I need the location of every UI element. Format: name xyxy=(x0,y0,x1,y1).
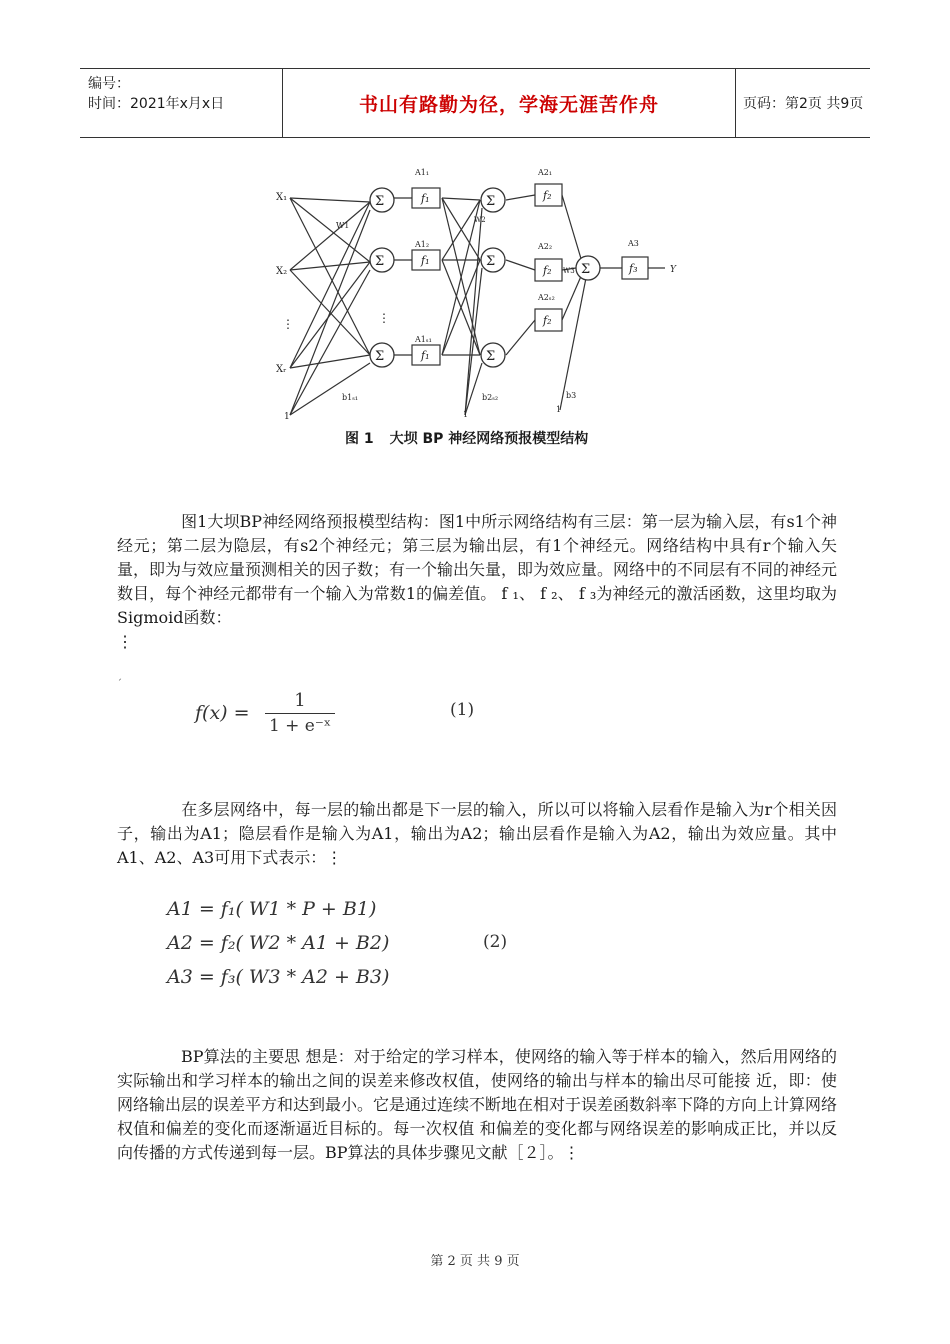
a2-2-label: A2₂ xyxy=(538,242,553,251)
paragraph-2 xyxy=(117,798,837,870)
a1-s1-label: A1ₛ₁ xyxy=(415,335,432,344)
formula-1-denominator: 1 + e⁻ˣ xyxy=(268,716,332,736)
sigma-symbol: Σ xyxy=(486,254,496,269)
a1-2-label: A1₂ xyxy=(415,240,430,249)
f2-label: f₂ xyxy=(543,264,552,277)
output-y-label: Y xyxy=(670,265,676,275)
b2-label: b2ₛ₂ xyxy=(482,393,499,402)
a2-s2-label: A2ₛ₂ xyxy=(538,293,555,302)
network-diagram xyxy=(270,150,690,450)
a3-label: A3 xyxy=(628,239,639,248)
sigma-symbol: Σ xyxy=(581,262,591,277)
header-motto-cell xyxy=(282,69,736,137)
formula-1-number: (1) xyxy=(450,700,475,720)
figure-number: 图 1 xyxy=(345,431,374,447)
sigma-symbol: Σ xyxy=(375,254,385,269)
w1-label: W1 xyxy=(336,221,350,230)
f1-label: f₁ xyxy=(421,349,430,362)
formula-2-row-2: A2 = f₂( W2 * A1 + B2) xyxy=(167,932,390,954)
ellipsis: ⋮ xyxy=(378,311,390,325)
paragraph-1 xyxy=(117,510,837,654)
formula-2-row-1: A1 = f₁( W1 * P + B1) xyxy=(167,898,377,920)
scan-mark: ˏ xyxy=(117,670,122,681)
sigma-symbol: Σ xyxy=(486,194,496,209)
f1-label: f₁ xyxy=(421,254,430,267)
a1-1-label: A1₁ xyxy=(415,168,430,177)
paragraph-3-text: BP算法的主要思 想是：对于给定的学习样本，使网络的输入等于样本的输入，然后用网络的实际输出和学习样本的输出之间的误差来修改权值，使网络的输出与样本的输出尽可能接 近，即：使网络输出层的误差平方和达到最小。它是通过连续不断地在相对于误差函数斜率下降的方向上计算网络权值和偏差的变化而逐渐逼近目标的。每一次权值 和偏差的变化都与网络误差的影响成正比，并以反向传播的方式传递到每一层。BP算法的具体步骤见文献［２］。⋮ xyxy=(117,1047,838,1162)
sigma-symbol: Σ xyxy=(486,349,496,364)
f2-label: f₂ xyxy=(543,189,552,202)
sigma-symbol: Σ xyxy=(375,349,385,364)
sigma-symbol: Σ xyxy=(375,194,385,209)
paragraph-1-tail: ⋮ xyxy=(117,632,133,651)
page-info: 页码：第2页 共9页 xyxy=(743,96,864,112)
page-footer: 第 2 页 共 9 页 xyxy=(430,1254,520,1269)
b1-label: b1ₛ₁ xyxy=(342,393,359,402)
formula-1-lhs: f(x) = xyxy=(195,702,250,724)
formula-2-row-3: A3 = f₃( W3 * A2 + B3) xyxy=(167,966,390,988)
a2-1-label: A2₁ xyxy=(538,168,553,177)
ellipsis: ⋮ xyxy=(282,317,294,331)
f1-label: f₁ xyxy=(421,192,430,205)
bias-one-label: 1 xyxy=(284,412,290,422)
number-label: 编号： xyxy=(88,76,130,92)
formula-1-fraction xyxy=(265,690,335,736)
motto: 书山有路勤为径，学海无涯苦作舟 xyxy=(358,93,659,116)
paragraph-3 xyxy=(117,1045,837,1165)
paragraph-2-text: 在多层网络中，每一层的输出都是下一层的输入，所以可以将输入层看作是输入为r个相关因子，输出为A1；隐层看作是输入为A1，输出为A2；输出层看作是输入为A2，输出为效应量。其中A1、A2、A3可用下式表示：⋮ xyxy=(117,800,837,867)
date-label: 时间：2021年x月x日 xyxy=(88,96,225,112)
header-meta xyxy=(80,69,282,137)
f2-label: f₂ xyxy=(543,314,552,327)
b3-label: b3 xyxy=(566,391,577,400)
input-xr-label: Xᵣ xyxy=(276,364,287,375)
paragraph-1-text: 图1大坝BP神经网络预报模型结构：图1中所示网络结构有三层：第一层为输入层，有s1个神经元；第二层为隐层，有s2个神经元；第三层为输出层，有1个神经元。网络结构中具有r个输入矢量，即为与效应量预测相关的因子数；有一个输出矢量，即为效应量。网络中的不同层有不同的神经元数目，每个神经元都带有一个输入为常数1的偏差值。 f ₁、 f ₂、 f ₃为神经元的激活函数，这里均取为Sigmoid函数： xyxy=(117,512,838,627)
formula-1-numerator: 1 xyxy=(265,690,335,714)
w3-label: W3 xyxy=(563,267,575,275)
figure-title: 大坝 BP 神经网络预报模型结构 xyxy=(389,431,589,447)
page-header xyxy=(80,68,870,138)
figure-caption xyxy=(345,428,604,448)
w2-label: W2 xyxy=(474,216,486,224)
formula-2-number: (2) xyxy=(483,932,508,952)
input-x2-label: X₂ xyxy=(276,266,288,277)
header-page-cell xyxy=(735,69,870,137)
bias-one-label: 1 xyxy=(463,410,469,419)
bias-one-label: 1 xyxy=(556,405,562,414)
f3-label: f₃ xyxy=(629,262,638,275)
input-x1-label: X₁ xyxy=(276,192,288,203)
network-svg xyxy=(270,150,690,430)
